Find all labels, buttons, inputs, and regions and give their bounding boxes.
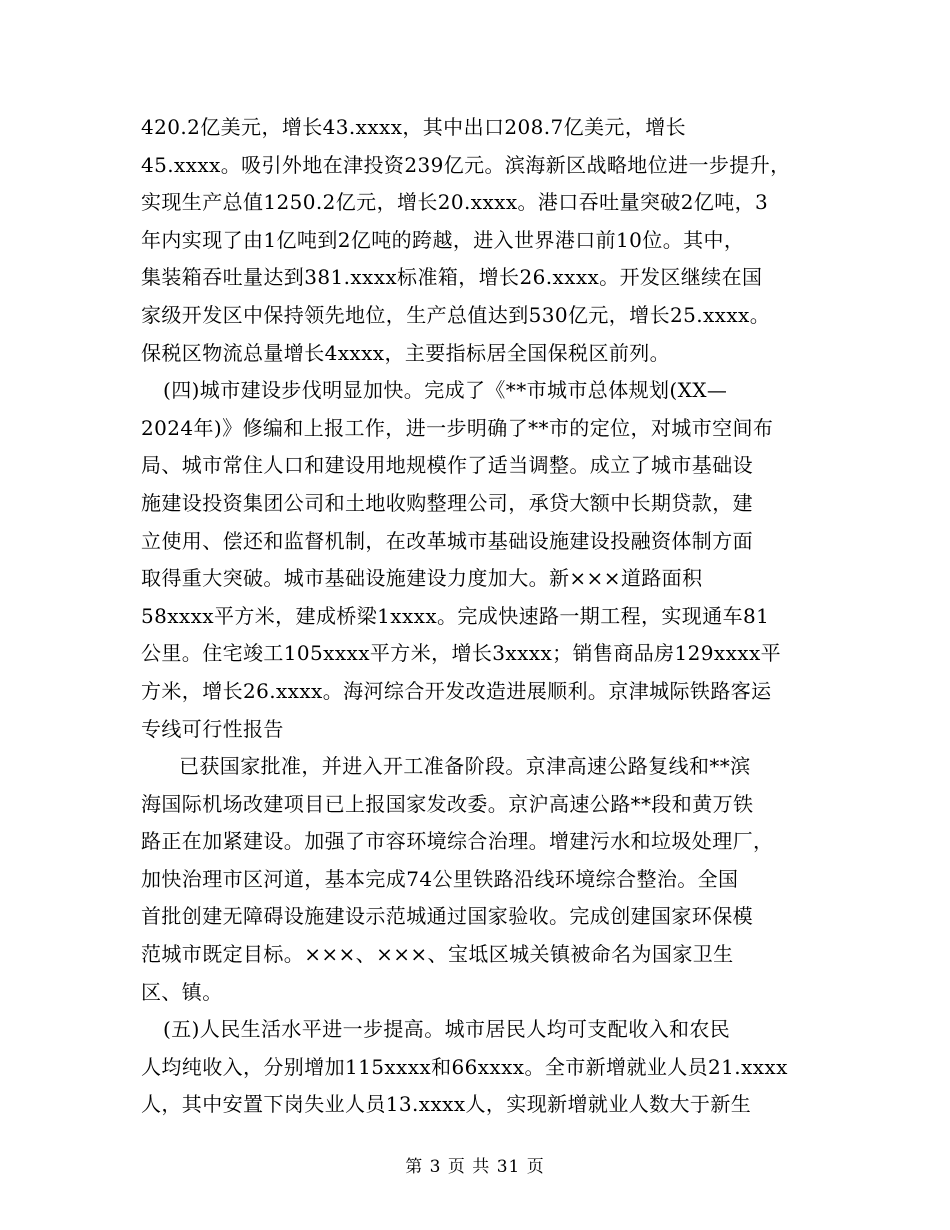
text-line-12: 立使用、偿还和监督机制，在改革城市基础设施建设投融资体制方面 (141, 528, 753, 553)
text-line-15: 公里。住宅竣工105xxxx平方米，增长3xxxx；销售商品房129xxxx平 (141, 641, 782, 666)
text-line-21: 加快治理市区河道，基本完成74公里铁路沿线环境综合整治。全国 (141, 866, 739, 891)
paragraph-4-heading-line: (四)城市建设步伐明显加快。完成了《**市城市总体规划(XX— (163, 378, 728, 403)
text-line-10: 局、城市常住人口和建设用地规模作了适当调整。成立了城市基础设 (141, 453, 753, 478)
text-line-1: 420.2亿美元，增长43.xxxx，其中出口208.7亿美元，增长 (141, 115, 687, 139)
text-line-22: 首批创建无障碍设施建设示范城通过国家验收。完成创建国家环保模 (141, 904, 753, 929)
text-line-6: 家级开发区中保持领先地位，生产总值达到530亿元，增长25.xxxx。 (141, 302, 771, 327)
text-line-2: 45.xxxx。吸引外地在津投资239亿元。滨海新区战略地位进一步提升， (141, 152, 791, 177)
document-body (141, 109, 817, 1124)
text-line-26: 人均纯收入，分别增加115xxxx和66xxxx。全市新增就业人员21.xxxx (141, 1054, 788, 1079)
text-line-24: 区、镇。 (141, 979, 223, 1004)
text-line-19: 海国际机场改建项目已上报国家发改委。京沪高速公路**段和黄万铁 (141, 791, 754, 816)
page-number-footer: 第 3 页 共 31 页 (405, 1157, 545, 1177)
text-line-20: 路正在加紧建设。加强了市容环境综合治理。增建污水和垃圾处理厂， (141, 829, 774, 854)
text-line-7: 保税区物流总量增长4xxxx，主要指标居全国保税区前列。 (141, 340, 671, 365)
text-line-14: 58xxxx平方米，建成桥梁1xxxx。完成快速路一期工程，实现通车81 (141, 603, 770, 628)
text-line-16: 方米，增长26.xxxx。海河综合开发改造进展顺利。京津城际铁路客运 (141, 678, 772, 703)
text-line-5: 集装箱吞吐量达到381.xxxx标准箱，增长26.xxxx。开发区继续在国 (141, 265, 763, 290)
text-line-9: 2024年)》修编和上报工作，进一步明确了**市的定位，对城市空间布 (141, 415, 774, 440)
text-line-18: 已获国家批准，并进入开工准备阶段。京津高速公路复线和**滨 (179, 754, 751, 779)
text-line-27: 人，其中安置下岗失业人员13.xxxx人，实现新增就业人数大于新生 (141, 1092, 752, 1117)
text-line-13: 取得重大突破。城市基础设施建设力度加大。新×××道路面积 (141, 566, 703, 591)
text-line-11: 施建设投资集团公司和土地收购整理公司，承贷大额中长期贷款，建 (141, 490, 753, 515)
text-line-17: 专线可行性报告 (141, 716, 284, 741)
paragraph-5-heading-line: (五)人民生活水平进一步提高。城市居民人均可支配收入和农民 (163, 1017, 731, 1042)
text-line-23: 范城市既定目标。×××、×××、宝坻区城关镇被命名为国家卫生 (141, 942, 734, 967)
text-line-3: 实现生产总值1250.2亿元，增长20.xxxx。港口吞吐量突破2亿吨，3 (141, 190, 769, 215)
text-line-4: 年内实现了由1亿吨到2亿吨的跨越，进入世界港口前10位。其中， (141, 227, 745, 252)
